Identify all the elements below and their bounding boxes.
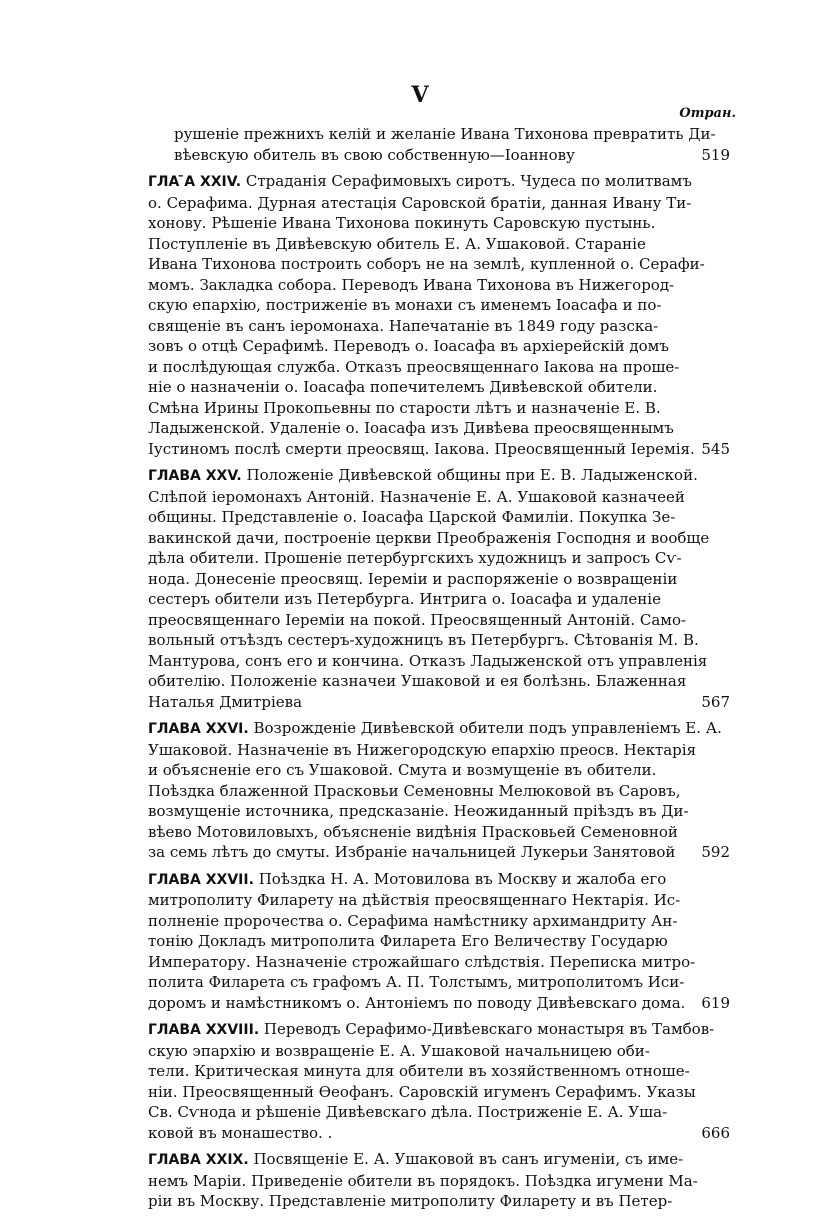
toc-entry-line <box>148 890 730 911</box>
toc-page-ref: 592 <box>701 843 730 861</box>
toc-entry-line <box>148 336 730 357</box>
toc-entry-line <box>148 145 730 166</box>
toc-entry-text: ніи. Преосвященный Ѳеофанъ. Саровскій игуменъ Серафимъ. Указы <box>148 1082 696 1101</box>
toc-entry-line <box>148 1082 730 1103</box>
page-column-label: Отран. <box>679 106 736 121</box>
toc-entry-line <box>148 548 730 569</box>
toc-entry-text: полненіе пророчества о. Серафима намѣстнику архимандриту Ан- <box>148 911 678 930</box>
toc-entry-text: Наталья Дмитріева <box>148 692 303 711</box>
chapter-heading: ГЛАВА XXVI. <box>148 721 249 737</box>
toc-entry-line <box>148 377 730 398</box>
toc-entry-text: вѣево Мотовиловыхъ, объясненіе видѣнія Прасковьей Семеновной <box>148 822 678 841</box>
toc-entry-line <box>148 295 730 316</box>
toc-entry <box>148 1019 730 1143</box>
toc-entry-text: дѣла обители. Прошеніе петербургскихъ художницъ и запросъ Сѵ- <box>148 549 682 567</box>
toc-entry-line <box>148 1149 730 1171</box>
toc-entry-line <box>148 1123 730 1144</box>
toc-entry-text: и объясненіе его съ Ушаковой. Смута и возмущеніе въ обители. <box>148 761 657 779</box>
toc-page-ref: 519 <box>701 145 730 164</box>
toc-entry-line <box>148 1061 730 1082</box>
toc-entry-text: митрополиту Филарету на дѣйствія преосвященнаго Нектарія. Ис- <box>148 891 681 909</box>
toc-entry-line <box>148 507 730 528</box>
toc-entry <box>148 124 730 165</box>
toc-entry <box>148 718 730 863</box>
toc-entry-text: доромъ и намѣстникомъ о. Антоніемъ по поводу Дивѣевскаго дома. <box>148 993 686 1012</box>
toc-entry-text: Св. Сѵнода и рѣшеніе Дивѣевскаго дѣла. Постриженіе Е. А. Уша- <box>148 1103 668 1121</box>
toc-entry-line <box>148 254 730 275</box>
toc-entry-line <box>148 931 730 952</box>
toc-entry-text: преосвященнаго Іереміи на покой. Преосвященный Антоній. Само- <box>148 610 687 629</box>
chapter-heading: ГЛА ̄А XXIV. <box>148 174 242 190</box>
toc-entry-text: ріи въ Москву. Представленіе митрополиту Филарету и въ Петер- <box>148 1192 673 1210</box>
toc-entry-line <box>148 911 730 932</box>
toc-entry-line <box>148 171 730 193</box>
toc-entry-text: Посвященіе Е. А. Ушаковой въ санъ игуменіи, съ име- <box>253 1150 684 1168</box>
toc-entry <box>148 1149 730 1212</box>
toc-entry-text: Поѣздка блаженной Прасковьи Семеновны Мелюковой въ Саровъ, <box>148 781 681 800</box>
toc-entry-line <box>148 528 730 549</box>
toc-entry-line <box>148 234 730 255</box>
toc-entry <box>148 465 730 712</box>
toc-entry-text: Ушаковой. Назначеніе въ Нижегородскую епархію преосв. Нектарія <box>148 740 697 759</box>
toc-entry-line <box>148 842 730 863</box>
toc-entry-text: скую епархію, постриженіе въ монахи съ именемъ Іоасафа и по- <box>148 296 662 314</box>
table-of-contents <box>148 124 730 1218</box>
toc-entry-text: возмущеніе источника, предсказаніе. Неожиданный пріѣздъ въ Ди- <box>148 802 689 820</box>
toc-entry-line <box>148 822 730 843</box>
toc-entry-text: Императору. Назначеніе строжайшаго слѣдствія. Переписка митро- <box>148 952 696 971</box>
toc-entry <box>148 869 730 1014</box>
toc-entry-line <box>148 487 730 508</box>
toc-entry-text: вакинской дачи, построеніе церкви Преображенія Господня и вообще <box>148 528 710 547</box>
toc-entry-line <box>148 124 730 145</box>
toc-entry-line <box>148 275 730 296</box>
toc-entry-text: скую эпархію и возвращеніе Е. А. Ушаковой начальницею оби- <box>148 1041 650 1060</box>
toc-entry-text: о. Серафима. Дурная атестація Саровской братіи, данная Ивану Ти- <box>148 193 692 212</box>
toc-entry-line <box>148 740 730 761</box>
toc-entry-line <box>148 651 730 672</box>
toc-entry-line <box>148 671 730 692</box>
toc-page-ref: 567 <box>701 692 730 711</box>
toc-entry-text: Мантурова, сонъ его и кончина. Отказъ Ладыженской отъ управленія <box>148 651 708 670</box>
toc-entry-text: тонію Докладъ митрополита Филарета Его Величеству Государю <box>148 932 668 950</box>
toc-entry-text: за семь лѣтъ до смуты. Избраніе начальницей Лукерьи Занятовой <box>148 843 676 861</box>
toc-entry-line <box>148 1019 730 1041</box>
toc-entry-line <box>148 718 730 740</box>
toc-entry-line <box>148 760 730 781</box>
toc-entry-line <box>148 398 730 419</box>
toc-entry <box>148 171 730 459</box>
chapter-heading: ГЛАВА XXV. <box>148 468 242 484</box>
toc-entry-text: Переводъ Серафимо-Дивѣевскаго монастыря въ Тамбов- <box>263 1020 715 1038</box>
toc-page-ref: 619 <box>701 993 730 1012</box>
toc-entry-text: момъ. Закладка собора. Переводъ Ивана Тихонова въ Нижегород- <box>148 275 675 294</box>
toc-entry-line <box>148 952 730 973</box>
page-number: V <box>411 82 429 108</box>
toc-entry-line <box>148 465 730 487</box>
toc-entry-text: Ладыженской. Удаленіе о. Іоасафа изъ Дивѣева преосвященнымъ <box>148 419 674 437</box>
toc-entry-text: ніе о назначеніи о. Іоасафа попечителемъ Дивѣевской обители. <box>148 378 658 396</box>
toc-page-ref: 545 <box>701 439 730 458</box>
toc-entry-text: Возрожденіе Дивѣевской обители подъ управленіемъ Е. А. <box>253 719 722 737</box>
toc-entry-text: тели. Критическая минута для обители въ хозяйственномъ отноше- <box>148 1062 690 1080</box>
toc-entry-text: священіе въ санъ іеромонаха. Напечатаніе въ 1849 году разска- <box>148 316 659 335</box>
toc-entry-line <box>148 418 730 439</box>
toc-entry-text: немъ Маріи. Приведеніе обители въ порядокъ. Поѣздка игумени Ма- <box>148 1171 698 1190</box>
toc-entry-text: и послѣдующая служба. Отказъ преосвященнаго Іакова на проше- <box>148 357 680 376</box>
toc-entry-text: нода. Донесеніе преосвящ. Іереміи и распоряженіе о возвращеніи <box>148 569 678 588</box>
toc-entry-text: Іустиномъ послѣ смерти преосвящ. Іакова. Преосвященный Іеремія. <box>148 439 695 458</box>
toc-entry-text: обителію. Положеніе казначеи Ушаковой и ея болѣзнь. Блаженная <box>148 672 687 690</box>
toc-entry-line <box>148 569 730 590</box>
toc-entry-text: Ивана Тихонова построить соборъ не на землѣ, купленной о. Серафи- <box>148 255 705 273</box>
toc-entry-text: вѣевскую обитель въ свою собственную—Іоаннову <box>174 145 575 164</box>
toc-page-ref: 666 <box>701 1123 730 1142</box>
toc-entry-line <box>148 610 730 631</box>
toc-entry-line <box>148 439 730 460</box>
toc-entry-text: Слѣпой іеромонахъ Антоній. Назначеніе Е. А. Ушаковой казначеей <box>148 487 685 506</box>
toc-entry-text: вольный отъѣздъ сестеръ-художницъ въ Петербургъ. Сѣтованія М. В. <box>148 631 699 649</box>
toc-entry-line <box>148 801 730 822</box>
toc-entry-line <box>148 1191 730 1212</box>
toc-entry-text: Смѣна Ирины Прокопьевны по старости лѣтъ и назначеніе Е. В. <box>148 398 661 417</box>
toc-entry-line <box>148 869 730 891</box>
chapter-heading: ГЛАВА XXVIII. <box>148 1022 260 1038</box>
chapter-heading: ГЛАВА XXIX. <box>148 1152 249 1168</box>
toc-entry-line <box>148 972 730 993</box>
toc-entry-line <box>148 781 730 802</box>
toc-entry-text: ковой въ монашество. . <box>148 1123 333 1142</box>
toc-entry-text: сестеръ обители изъ Петербурга. Интрига о. Іоасафа и удаленіе <box>148 590 661 608</box>
toc-entry-text: Поступленіе въ Дивѣевскую обитель Е. А. Ушаковой. Стараніе <box>148 234 646 253</box>
toc-entry-line <box>148 213 730 234</box>
toc-entry-text: Положеніе Дивѣевской общины при Е. В. Ладыженской. <box>246 466 698 484</box>
toc-entry-line <box>148 589 730 610</box>
toc-entry-text: Страданія Серафимовыхъ сиротъ. Чудеса по молитвамъ <box>245 172 692 190</box>
toc-entry-line <box>148 993 730 1014</box>
toc-entry-text: рушеніе прежнихъ келій и желаніе Ивана Тихонова превратить Ди- <box>174 125 716 143</box>
toc-entry-line <box>148 692 730 713</box>
toc-entry-line <box>148 630 730 651</box>
toc-entry-line <box>148 1171 730 1192</box>
toc-entry-line <box>148 193 730 214</box>
toc-entry-text: зовъ о отцѣ Серафимѣ. Переводъ о. Іоасафа въ архіерейскій домъ <box>148 337 669 355</box>
toc-entry-text: хонову. Рѣшеніе Ивана Тихонова покинуть Саровскую пустынь. <box>148 214 656 232</box>
toc-entry-line <box>148 1102 730 1123</box>
toc-entry-text: полита Филарета съ графомъ А. П. Толстымъ, митрополитомъ Иси- <box>148 973 685 991</box>
toc-entry-text: общины. Представленіе о. Іоасафа Царской Фамиліи. Покупка Зе- <box>148 508 676 526</box>
toc-entry-line <box>148 357 730 378</box>
toc-entry-line <box>148 316 730 337</box>
toc-entry-text: Поѣздка Н. А. Мотовилова въ Москву и жалоба его <box>258 869 667 888</box>
chapter-heading: ГЛАВА XXVII. <box>148 871 254 888</box>
toc-entry-line <box>148 1041 730 1062</box>
